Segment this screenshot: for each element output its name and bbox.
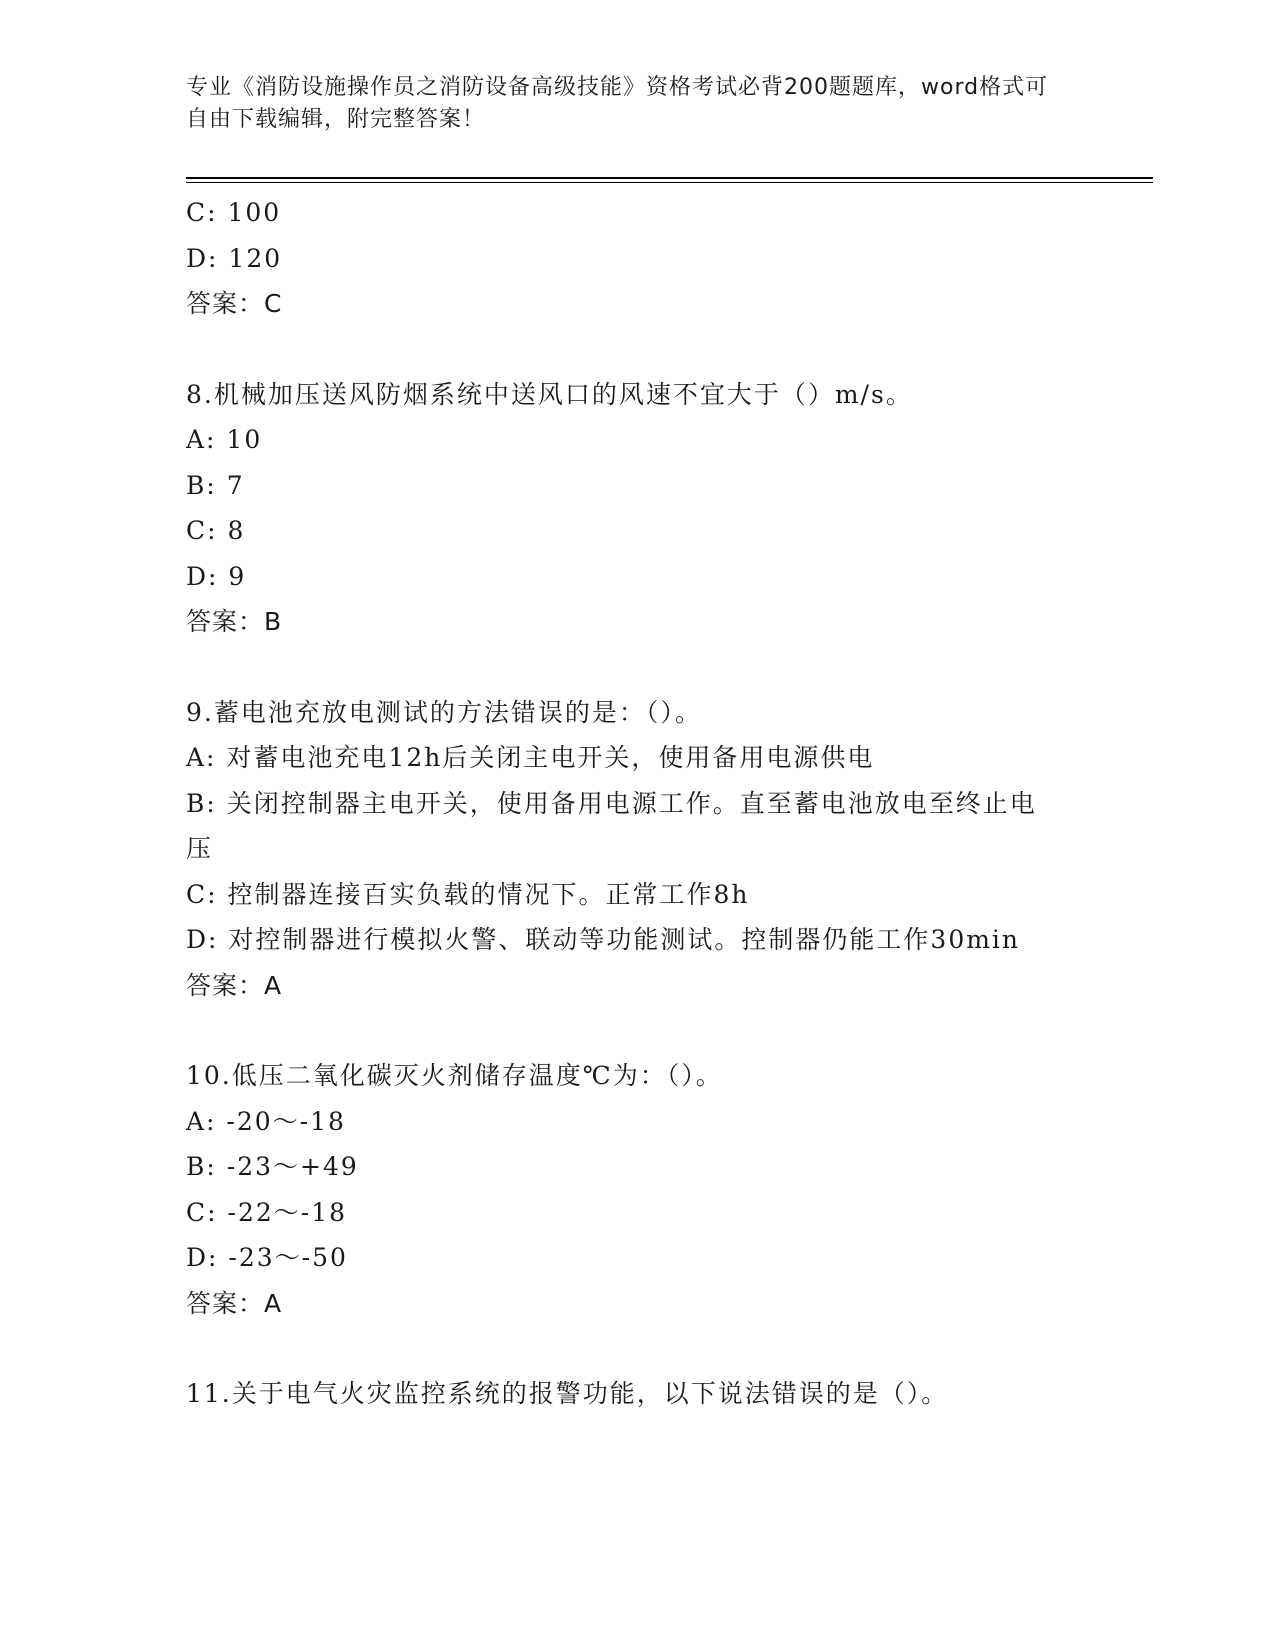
- option-a: A: 对蓄电池充电12h后关闭主电开关，使用备用电源供电: [186, 743, 875, 772]
- option-c: C: -22～-18: [186, 1197, 348, 1227]
- answer-label: 答案：B: [186, 607, 283, 636]
- option-b: B: 关闭控制器主电开关，使用备用电源工作。直至蓄电池放电至终止电压: [186, 788, 1037, 863]
- option-c: C: 控制器连接百实负载的情况下。正常工作8h: [186, 879, 750, 909]
- question-stem: 11.关于电气火灾监控系统的报警功能，以下说法错误的是（）。: [186, 1379, 949, 1408]
- option-b: B: 7: [186, 470, 245, 500]
- question-stem: 10.低压二氧化碳灭火剂储存温度℃为：（）。: [186, 1061, 723, 1090]
- question-block-8: [186, 372, 1086, 645]
- answer-label: 答案：A: [186, 970, 283, 1000]
- question-stem: 8.机械加压送风防烟系统中送风口的风速不宜大于（）m/s。: [186, 379, 913, 409]
- question-block-7: [186, 190, 1086, 327]
- question-block-10: [186, 1053, 1086, 1326]
- question-block-11: [186, 1371, 1086, 1417]
- option-d: D: 对控制器进行模拟火警、联动等功能测试。控制器仍能工作30min: [186, 925, 1021, 954]
- option-a: A: -20～-18: [186, 1106, 346, 1136]
- header-divider-thin: [186, 182, 1153, 183]
- question-stem: 9.蓄电池充放电测试的方法错误的是：（）。: [186, 697, 702, 727]
- answer-label: 答案：C: [186, 289, 283, 318]
- question-content: [186, 190, 1086, 1417]
- question-block-9: [186, 690, 1086, 1009]
- option-d: D: -23～-50: [186, 1243, 348, 1272]
- option-a: A: 10: [186, 425, 263, 454]
- option-d: D: 9: [186, 561, 247, 591]
- option-c: C: 100: [186, 198, 282, 227]
- page-header: 专业《消防设施操作员之消防设备高级技能》资格考试必背200题题库，word格式可自由下载编辑，附完整答案！: [186, 75, 1049, 132]
- option-b: B: -23～+49: [186, 1152, 359, 1181]
- option-c: C: 8: [186, 516, 246, 545]
- header-divider-thick: [186, 177, 1153, 179]
- answer-label: 答案：A: [186, 1288, 283, 1318]
- option-d: D: 120: [186, 243, 283, 273]
